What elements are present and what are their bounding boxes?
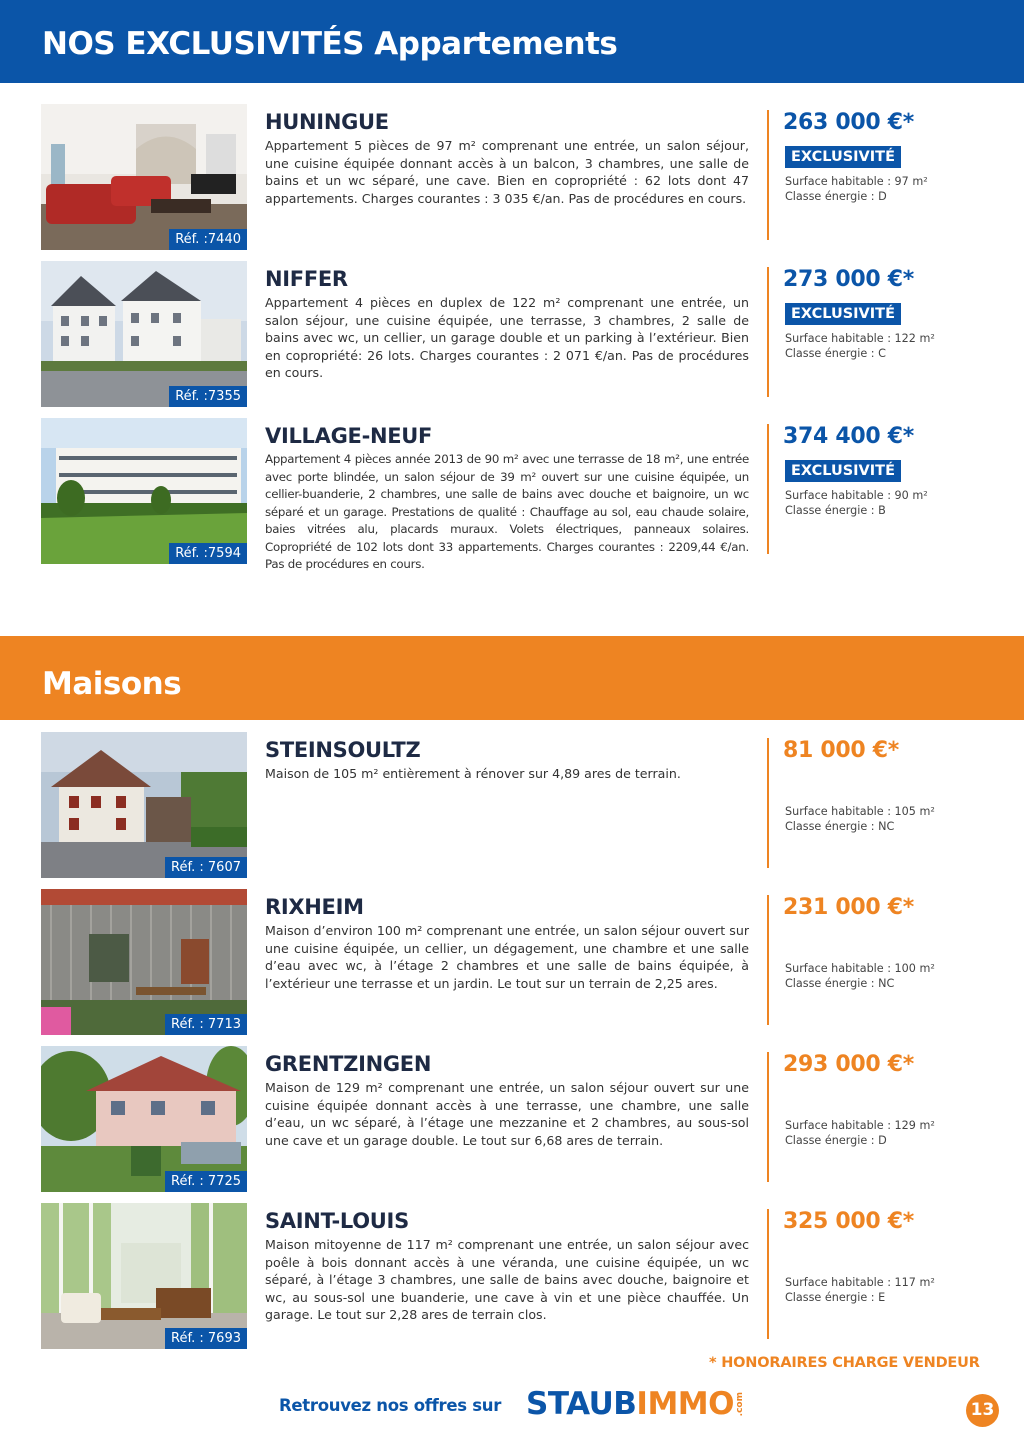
listing-description: Appartement 4 pièces année 2013 de 90 m² avec une terrasse de 18 m², une entrée avec porte blindée, un salon séjour de 39 m² ouvert sur une cuisine équipée, un cellier-buanderie, 2 chambres, une salle de bains avec douche et baignoire, un wc séparé et un garage. Prestations de qualité : Chauffage au sol, eau chaude solaire, baies vitrées alu, placards muraux. Volets électriques, panneaux solaires. Copropriété de 102 lots dont 33 appartements. Charges courantes : 2209,44 €/an. Pas de procédures en cours. <box>265 452 749 571</box>
footer-tagline: Retrouvez nos offres sur <box>279 1396 502 1415</box>
exclusivite-badge: EXCLUSIVITÉ <box>785 460 901 482</box>
listing-photo[interactable] <box>41 889 247 1035</box>
logo-part-staub: STAUB <box>526 1386 637 1422</box>
surface-text: Surface habitable : 129 m² <box>785 1119 935 1132</box>
listing-description: Maison de 129 m² comprenant une entrée, un salon séjour ouvert sur une cuisine équipée donnant accès à une terrasse, une chambre, une salle d’eau, un wc séparé, à l’étage une mezzanine et 2 chambres, au sous-sol une cave et un garage double. Le tout sur 6,68 ares de terrain. <box>265 1080 749 1148</box>
listing-photo[interactable] <box>41 1046 247 1192</box>
listing-city: STEINSOULTZ <box>265 738 421 762</box>
surface-text: Surface habitable : 105 m² <box>785 805 935 818</box>
listing-grentzingen[interactable] <box>0 1046 1024 1192</box>
listing-price: 374 400 €* <box>783 424 914 449</box>
listing-description: Appartement 4 pièces en duplex de 122 m² comprenant une entrée, un salon séjour, une cuisine équipée, une terrasse, 3 chambres, 2 salle de bains avec wc, un cellier, un garage double et un parking à l’extérieur. Bien en copropriété: 26 lots. Charges courantes : 2 071 €/an. Pas de procédures en cours. <box>265 295 749 380</box>
listing-description: Maison de 105 m² entièrement à rénover sur 4,89 ares de terrain. <box>265 766 681 781</box>
staubimmo-logo[interactable] <box>526 1386 734 1422</box>
listing-meta <box>785 488 928 518</box>
listing-description: Appartement 5 pièces de 97 m² comprenant une entrée, un salon séjour, une cuisine équipée donnant accès à un balcon, 3 chambres, une salle de bains et un wc séparé, une cave. Bien en copropriété : 62 lots dont 47 appartements. Charges courantes : 3 035 €/an. Pas de procédures en cours. <box>265 138 749 206</box>
reference-label: Réf. :7355 <box>169 386 247 407</box>
fees-footnote: * HONORAIRES CHARGE VENDEUR <box>709 1355 980 1371</box>
energy-class-text: Classe énergie : D <box>785 190 887 203</box>
listing-price: 231 000 €* <box>783 895 914 920</box>
divider <box>767 110 769 240</box>
reference-label: Réf. :7440 <box>169 229 247 250</box>
houses-header <box>0 636 1024 720</box>
divider <box>767 895 769 1025</box>
listing-description: Maison d’environ 100 m² comprenant une entrée, un salon séjour ouvert sur une cuisine équipée, un cellier, un dégagement, une chambre et une salle d’eau avec wc, à l’étage 2 chambres et une salle de bains équipée, à l’extérieur une terrasse et un jardin. Le tout sur un terrain de 2,25 ares. <box>265 923 749 991</box>
surface-text: Surface habitable : 100 m² <box>785 962 935 975</box>
surface-text: Surface habitable : 97 m² <box>785 175 928 188</box>
energy-class-text: Classe énergie : E <box>785 1291 886 1304</box>
divider <box>767 738 769 868</box>
listing-meta <box>785 961 935 991</box>
listing-price: 81 000 €* <box>783 738 899 763</box>
reference-label: Réf. : 7725 <box>165 1171 247 1192</box>
listing-city: NIFFER <box>265 267 348 291</box>
reference-label: Réf. : 7713 <box>165 1014 247 1035</box>
logo-part-immo: IMMO <box>636 1386 734 1422</box>
listing-photo[interactable] <box>41 104 247 250</box>
surface-text: Surface habitable : 117 m² <box>785 1276 935 1289</box>
listing-price: 273 000 €* <box>783 267 914 292</box>
energy-class-text: Classe énergie : D <box>785 1134 887 1147</box>
energy-class-text: Classe énergie : B <box>785 504 886 517</box>
surface-text: Surface habitable : 122 m² <box>785 332 935 345</box>
listing-meta <box>785 331 935 361</box>
divider <box>767 267 769 397</box>
divider <box>767 424 769 554</box>
apartments-title: NOS EXCLUSIVITÉS Appartements <box>42 26 618 62</box>
exclusivite-badge: EXCLUSIVITÉ <box>785 146 901 168</box>
listing-meta <box>785 804 935 834</box>
listing-saint-louis[interactable] <box>0 1203 1024 1349</box>
divider <box>767 1052 769 1182</box>
energy-class-text: Classe énergie : NC <box>785 977 895 990</box>
houses-title: Maisons <box>42 666 182 702</box>
listing-huningue[interactable] <box>0 104 1024 250</box>
reference-label: Réf. :7594 <box>169 543 247 564</box>
listing-photo[interactable] <box>41 1203 247 1349</box>
listing-city: RIXHEIM <box>265 895 364 919</box>
listing-price: 293 000 €* <box>783 1052 914 1077</box>
listing-city: VILLAGE-NEUF <box>265 424 433 448</box>
listing-city: SAINT-LOUIS <box>265 1209 409 1233</box>
listing-photo[interactable] <box>41 261 247 407</box>
listing-city: GRENTZINGEN <box>265 1052 432 1076</box>
reference-label: Réf. : 7607 <box>165 857 247 878</box>
divider <box>767 1209 769 1339</box>
listing-meta <box>785 1118 935 1148</box>
apartments-header <box>0 0 1024 83</box>
listing-photo[interactable] <box>41 732 247 878</box>
exclusivite-badge: EXCLUSIVITÉ <box>785 303 901 325</box>
listing-city: HUNINGUE <box>265 110 389 134</box>
listing-meta <box>785 1275 935 1305</box>
listing-description: Maison mitoyenne de 117 m² comprenant une entrée, un salon séjour avec poêle à bois donnant accès à une véranda, une cuisine équipée, un wc séparé, à l’étage 3 chambres, une salle de bains avec douche, baignoire et wc, au sous-sol une buanderie, une cave à vin et une pièce chauffée. Un garage. Le tout sur 2,28 ares de terrain clos. <box>265 1237 749 1322</box>
listing-steinsoultz[interactable] <box>0 732 1024 878</box>
listing-village-neuf[interactable] <box>0 418 1024 571</box>
energy-class-text: Classe énergie : C <box>785 347 886 360</box>
listing-photo[interactable] <box>41 418 247 564</box>
listing-meta <box>785 174 928 204</box>
energy-class-text: Classe énergie : NC <box>785 820 895 833</box>
listing-rixheim[interactable] <box>0 889 1024 1035</box>
listing-price: 263 000 €* <box>783 110 914 135</box>
reference-label: Réf. : 7693 <box>165 1328 247 1349</box>
page-number: 13 <box>966 1394 999 1427</box>
listing-price: 325 000 €* <box>783 1209 914 1234</box>
surface-text: Surface habitable : 90 m² <box>785 489 928 502</box>
logo-suffix: .com <box>735 1392 745 1417</box>
listing-niffer[interactable] <box>0 261 1024 407</box>
